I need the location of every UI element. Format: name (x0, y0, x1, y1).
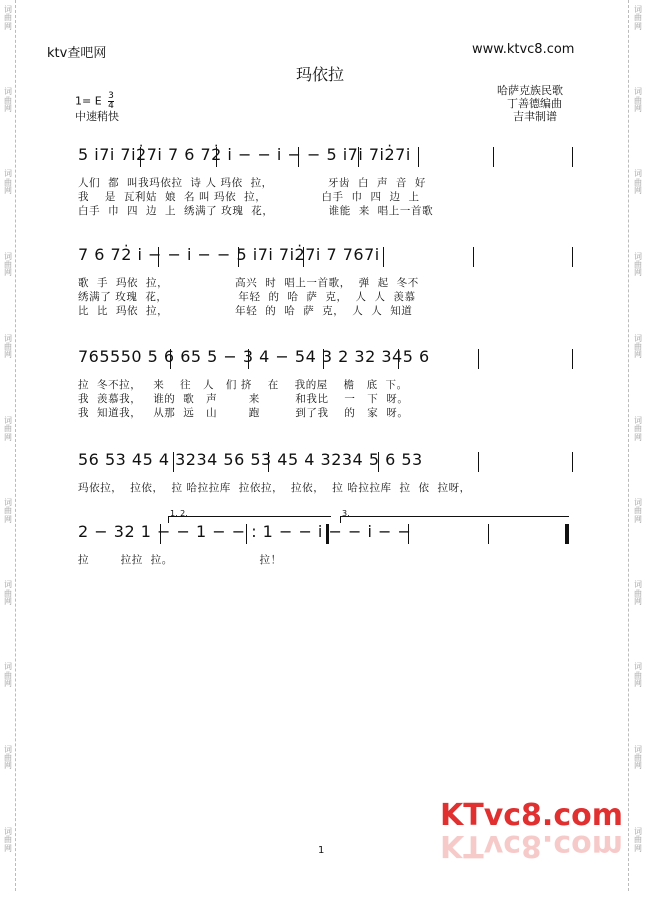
barline (572, 452, 573, 472)
left-border-line (15, 0, 16, 891)
time-signature (108, 92, 114, 111)
barline (398, 349, 399, 369)
barline (378, 452, 379, 472)
barline (478, 452, 479, 472)
barline (473, 247, 474, 267)
barline (418, 147, 419, 167)
lyrics-row-2-verse-2: 绣满了 玫瑰 花， 年轻 的 哈 萨 克， 人 人 羡慕 (78, 291, 416, 303)
repeat-barline (326, 524, 329, 544)
barline (158, 247, 159, 267)
site-name-left: ktv查吧网 (47, 46, 107, 61)
lyrics-row-1-verse-1: 人们 都 叫我玛依拉 诗 人 玛依 拉， 牙齿 白 声 音 好 (78, 177, 427, 189)
site-url-right[interactable]: www.ktvc8.com (472, 42, 575, 57)
left-side-watermark: 词曲网 词曲网 词曲网 词曲网 词曲网 词曲网 词曲网 词曲网 词曲网 词曲网 词曲网 (4, 5, 12, 853)
barline (408, 524, 409, 544)
key-text: 1= E (75, 94, 102, 108)
time-bottom: 4 (108, 101, 114, 111)
volta-1-2-label: 1. 2. (170, 509, 188, 518)
barline (160, 524, 161, 544)
origin-credit: 哈萨克族民歌 (497, 84, 563, 97)
lyrics-row-3-verse-2: 我 羡慕我， 谁的 歌 声 来 和我比 一 下 呀。 (78, 393, 409, 405)
lyrics-row-2-verse-1: 歌 手 玛依 拉， 高兴 时 唱上一首歌， 弹 起 冬不 (78, 277, 419, 289)
arranger-credit: 丁善德编曲 (507, 97, 562, 110)
lyrics-row-5: 拉 拉拉 拉。 拉！ (78, 554, 282, 566)
lyrics-row-1-verse-3: 白手 巾 四 边 上 绣满了 玫瑰 花， 谁能 来 唱上一首歌 (78, 205, 434, 217)
lyrics-row-2-verse-3: 比 比 玛依 拉， 年轻 的 哈 萨 克， 人 人 知道 (78, 305, 413, 317)
tempo-marking: 中速稍快 (75, 110, 119, 123)
barline (303, 247, 304, 267)
barline (572, 349, 573, 369)
notes-row-1: 5 i7i 7i2̇7i 7 6 72̇ i − − i − − 5 i7i 7i2̇7i (78, 145, 411, 164)
barline (246, 524, 247, 544)
ktvc8-logo-reflection: KTvc8.com (440, 828, 623, 863)
barline (572, 247, 573, 267)
barline (383, 247, 384, 267)
song-title: 玛依拉 (296, 65, 345, 84)
barline (572, 147, 573, 167)
volta-3-label: 3. (342, 509, 350, 518)
notes-row-3: 765550 5 6 65 5 − 3 4 − 54 3 2 32 345 6 (78, 347, 430, 366)
barline (173, 452, 174, 472)
barline (248, 349, 249, 369)
barline (298, 147, 299, 167)
right-side-watermark: 词曲网 词曲网 词曲网 词曲网 词曲网 词曲网 词曲网 词曲网 词曲网 词曲网 词曲网 (634, 5, 642, 853)
lyrics-row-3-verse-3: 我 知道我， 从那 远 山 跑 到了我 的 家 呀。 (78, 407, 409, 419)
barline (478, 349, 479, 369)
right-border-line (628, 0, 629, 891)
barline (140, 147, 141, 167)
barline (238, 247, 239, 267)
barline (170, 349, 171, 369)
lyrics-row-4: 玛依拉， 拉依， 拉 哈拉拉库 拉依拉， 拉依， 拉 哈拉拉库 拉 依 拉呀， (78, 482, 471, 494)
notes-row-5: 2 − 32 1 − − 1 − − : 1 − − i − − i − − (78, 522, 412, 541)
lyrics-row-3-verse-1: 拉 冬不拉， 来 往 人 们 挤 在 我的屋 檐 底 下。 (78, 379, 408, 391)
barline (488, 524, 489, 544)
barline (493, 147, 494, 167)
time-top: 3 (108, 91, 114, 101)
ktvc8-logo-watermark: KTvc8.com (440, 798, 623, 833)
notes-row-4: 56 53 45 4 3234 56 53 45 4 3234 5 6 53 (78, 450, 423, 469)
notes-row-2: 7 6 72̇ i − − i − − 5 i7i 7i2̇7i 7 767i (78, 245, 380, 264)
page-number: 1 (318, 845, 325, 856)
barline (216, 147, 217, 167)
barline (323, 349, 324, 369)
barline (358, 147, 359, 167)
barline (268, 452, 269, 472)
final-barline (565, 524, 569, 544)
lyrics-row-1-verse-2: 我 是 瓦利姑 娘 名 叫 玛依 拉， 白手 巾 四 边 上 (78, 191, 420, 203)
key-signature (75, 92, 114, 111)
engraver-credit: 吉聿制谱 (513, 110, 557, 123)
